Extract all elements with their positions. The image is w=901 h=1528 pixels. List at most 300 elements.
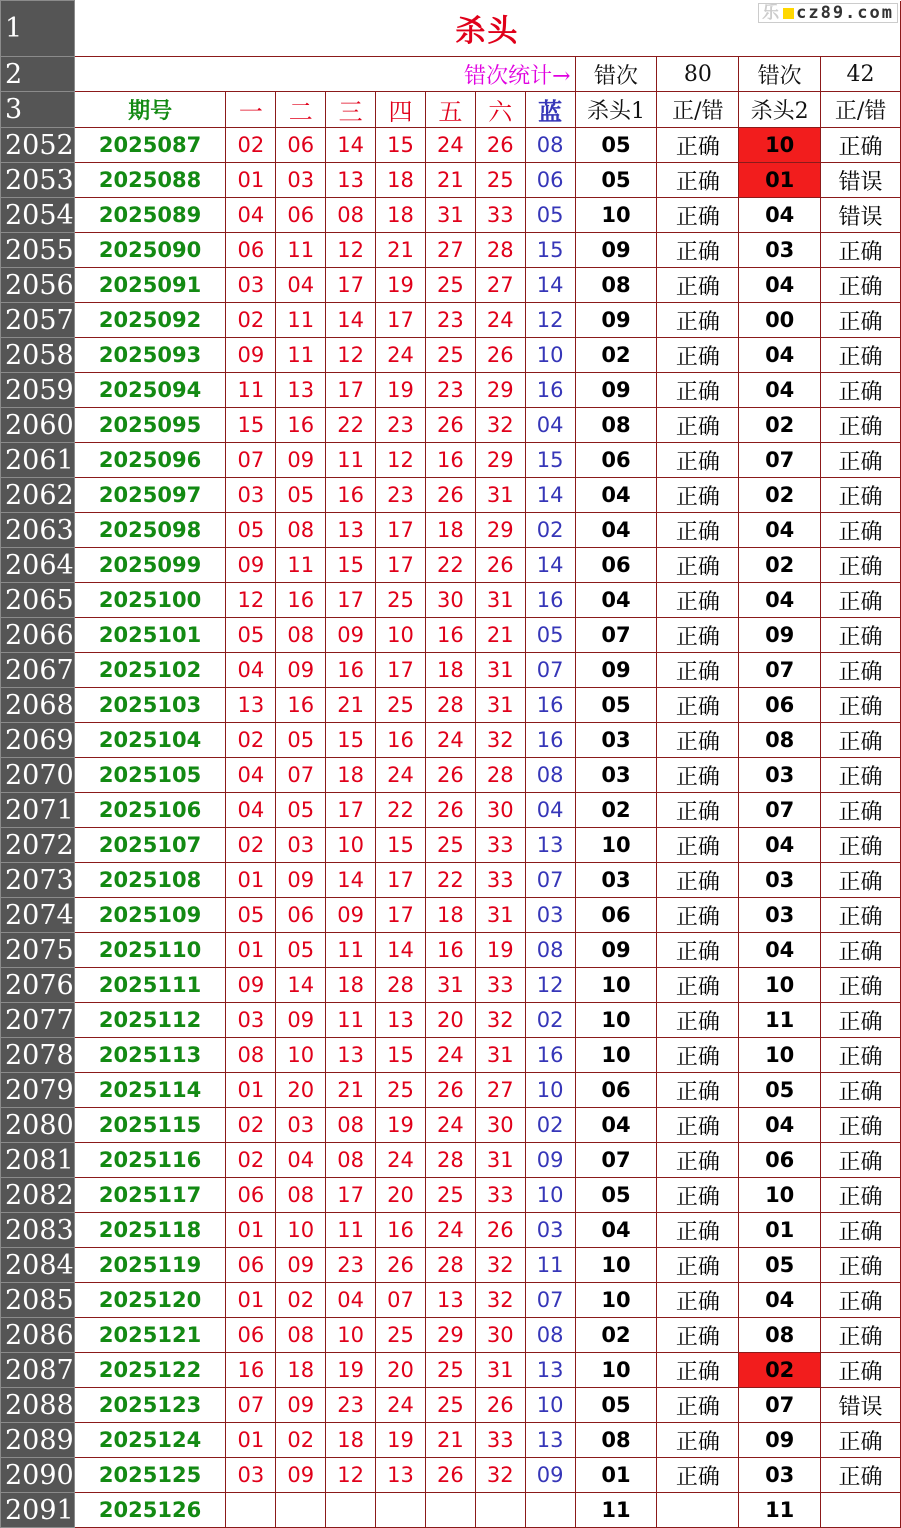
- result2-cell[interactable]: 正确: [821, 233, 901, 268]
- red-ball-cell[interactable]: 25: [425, 1388, 475, 1423]
- red-ball-cell[interactable]: 07: [376, 1283, 426, 1318]
- result2-cell[interactable]: 正确: [821, 303, 901, 338]
- result1-cell[interactable]: 正确: [657, 548, 739, 583]
- red-ball-cell[interactable]: 16: [425, 618, 475, 653]
- red-ball-cell[interactable]: 02: [226, 1143, 276, 1178]
- result2-cell[interactable]: 正确: [821, 1353, 901, 1388]
- kill1-cell[interactable]: 09: [575, 933, 657, 968]
- kill2-cell[interactable]: 08: [739, 723, 821, 758]
- kill2-cell[interactable]: 03: [739, 758, 821, 793]
- kill2-cell[interactable]: 11: [739, 1493, 821, 1528]
- result1-cell[interactable]: 正确: [657, 1178, 739, 1213]
- red-ball-cell[interactable]: 03: [276, 163, 326, 198]
- blue-ball-cell[interactable]: 09: [525, 1143, 575, 1178]
- red-ball-cell[interactable]: 04: [226, 198, 276, 233]
- red-ball-cell[interactable]: 31: [475, 653, 525, 688]
- red-ball-cell[interactable]: 28: [425, 1143, 475, 1178]
- row-header[interactable]: 2078: [1, 1038, 75, 1073]
- red-ball-cell[interactable]: 16: [326, 478, 376, 513]
- row-header[interactable]: 2084: [1, 1248, 75, 1283]
- kill1-cell[interactable]: 09: [575, 653, 657, 688]
- blue-ball-cell[interactable]: 10: [525, 1178, 575, 1213]
- red-ball-cell[interactable]: 26: [425, 478, 475, 513]
- kill2-cell[interactable]: 02: [739, 478, 821, 513]
- kill2-cell[interactable]: 01: [739, 163, 821, 198]
- issue-cell[interactable]: 2025094: [74, 373, 226, 408]
- red-ball-cell[interactable]: 07: [276, 758, 326, 793]
- red-ball-cell[interactable]: 13: [226, 688, 276, 723]
- row-header[interactable]: 2073: [1, 863, 75, 898]
- blue-ball-cell[interactable]: 07: [525, 1283, 575, 1318]
- red-ball-cell[interactable]: 02: [276, 1423, 326, 1458]
- red-ball-cell[interactable]: 13: [326, 513, 376, 548]
- red-ball-cell[interactable]: 07: [226, 443, 276, 478]
- red-ball-cell[interactable]: 25: [475, 163, 525, 198]
- red-ball-cell[interactable]: 02: [226, 1108, 276, 1143]
- red-ball-cell[interactable]: 17: [376, 513, 426, 548]
- red-ball-cell[interactable]: 09: [226, 968, 276, 1003]
- red-ball-cell[interactable]: 24: [425, 1213, 475, 1248]
- result2-cell[interactable]: 错误: [821, 163, 901, 198]
- red-ball-cell[interactable]: 14: [326, 128, 376, 163]
- blue-ball-cell[interactable]: 08: [525, 758, 575, 793]
- kill2-cell[interactable]: 07: [739, 443, 821, 478]
- red-ball-cell[interactable]: 25: [425, 1353, 475, 1388]
- red-ball-cell[interactable]: 26: [475, 1213, 525, 1248]
- row-header[interactable]: 2056: [1, 268, 75, 303]
- red-ball-cell[interactable]: 17: [376, 898, 426, 933]
- red-ball-cell[interactable]: 01: [226, 933, 276, 968]
- red-ball-cell[interactable]: 31: [425, 968, 475, 1003]
- result2-cell[interactable]: [821, 1493, 901, 1528]
- kill1-cell[interactable]: 10: [575, 1248, 657, 1283]
- result2-cell[interactable]: 正确: [821, 513, 901, 548]
- red-ball-cell[interactable]: 09: [326, 618, 376, 653]
- red-ball-cell[interactable]: 33: [475, 828, 525, 863]
- result1-cell[interactable]: 正确: [657, 828, 739, 863]
- kill2-cell[interactable]: 06: [739, 1143, 821, 1178]
- red-ball-cell[interactable]: 31: [425, 198, 475, 233]
- kill1-cell[interactable]: 09: [575, 303, 657, 338]
- red-ball-cell[interactable]: 12: [326, 1458, 376, 1493]
- red-ball-cell[interactable]: 30: [475, 793, 525, 828]
- kill2-cell[interactable]: 04: [739, 1108, 821, 1143]
- red-ball-cell[interactable]: 26: [425, 1073, 475, 1108]
- blue-ball-cell[interactable]: 12: [525, 303, 575, 338]
- red-ball-cell[interactable]: 11: [226, 373, 276, 408]
- red-ball-cell[interactable]: 13: [326, 1038, 376, 1073]
- red-ball-cell[interactable]: 29: [475, 373, 525, 408]
- red-ball-cell[interactable]: 25: [425, 828, 475, 863]
- result2-cell[interactable]: 正确: [821, 1143, 901, 1178]
- red-ball-cell[interactable]: 04: [276, 1143, 326, 1178]
- result1-cell[interactable]: 正确: [657, 303, 739, 338]
- row-header[interactable]: 2070: [1, 758, 75, 793]
- red-ball-cell[interactable]: 32: [475, 1458, 525, 1493]
- row-header[interactable]: 2: [1, 57, 75, 92]
- issue-cell[interactable]: 2025106: [74, 793, 226, 828]
- red-ball-cell[interactable]: 02: [226, 303, 276, 338]
- kill1-cell[interactable]: 10: [575, 1003, 657, 1038]
- result2-cell[interactable]: 正确: [821, 443, 901, 478]
- issue-cell[interactable]: 2025093: [74, 338, 226, 373]
- issue-cell[interactable]: 2025090: [74, 233, 226, 268]
- row-header[interactable]: 2068: [1, 688, 75, 723]
- red-ball-cell[interactable]: 19: [376, 268, 426, 303]
- blue-ball-cell[interactable]: 03: [525, 1213, 575, 1248]
- red-ball-cell[interactable]: 27: [475, 1073, 525, 1108]
- red-ball-cell[interactable]: 30: [475, 1318, 525, 1353]
- kill1-cell[interactable]: 10: [575, 198, 657, 233]
- blue-ball-cell[interactable]: 09: [525, 1458, 575, 1493]
- kill2-cell[interactable]: 10: [739, 1178, 821, 1213]
- red-ball-cell[interactable]: 04: [276, 268, 326, 303]
- kill1-cell[interactable]: 06: [575, 548, 657, 583]
- result2-cell[interactable]: 正确: [821, 478, 901, 513]
- red-ball-cell[interactable]: 30: [425, 583, 475, 618]
- red-ball-cell[interactable]: 23: [376, 478, 426, 513]
- kill1-cell[interactable]: 05: [575, 688, 657, 723]
- row-header[interactable]: 2075: [1, 933, 75, 968]
- issue-cell[interactable]: 2025108: [74, 863, 226, 898]
- red-ball-cell[interactable]: 09: [276, 863, 326, 898]
- kill1-cell[interactable]: 02: [575, 793, 657, 828]
- red-ball-cell[interactable]: 06: [276, 128, 326, 163]
- red-ball-cell[interactable]: 29: [475, 513, 525, 548]
- red-ball-cell[interactable]: [326, 1493, 376, 1528]
- kill2-cell[interactable]: 03: [739, 898, 821, 933]
- red-ball-cell[interactable]: 21: [425, 1423, 475, 1458]
- row-header[interactable]: 2061: [1, 443, 75, 478]
- kill2-cell[interactable]: 11: [739, 1003, 821, 1038]
- row-header[interactable]: 2052: [1, 128, 75, 163]
- result1-cell[interactable]: 正确: [657, 583, 739, 618]
- red-ball-cell[interactable]: 01: [226, 163, 276, 198]
- red-ball-cell[interactable]: 33: [475, 1423, 525, 1458]
- result2-cell[interactable]: 正确: [821, 1248, 901, 1283]
- kill1-cell[interactable]: 07: [575, 618, 657, 653]
- row-header[interactable]: 2071: [1, 793, 75, 828]
- result2-cell[interactable]: 正确: [821, 548, 901, 583]
- kill2-cell[interactable]: 04: [739, 828, 821, 863]
- row-header[interactable]: 2090: [1, 1458, 75, 1493]
- issue-cell[interactable]: 2025114: [74, 1073, 226, 1108]
- red-ball-cell[interactable]: 32: [475, 1283, 525, 1318]
- issue-cell[interactable]: 2025124: [74, 1423, 226, 1458]
- result2-cell[interactable]: 错误: [821, 1388, 901, 1423]
- red-ball-cell[interactable]: 03: [226, 1458, 276, 1493]
- red-ball-cell[interactable]: 11: [276, 233, 326, 268]
- issue-cell[interactable]: 2025092: [74, 303, 226, 338]
- red-ball-cell[interactable]: 18: [425, 653, 475, 688]
- row-header[interactable]: 2063: [1, 513, 75, 548]
- red-ball-cell[interactable]: 24: [376, 338, 426, 373]
- red-ball-cell[interactable]: 16: [326, 653, 376, 688]
- kill2-cell[interactable]: 04: [739, 198, 821, 233]
- red-ball-cell[interactable]: 15: [376, 828, 426, 863]
- result1-cell[interactable]: 正确: [657, 1248, 739, 1283]
- kill1-cell[interactable]: 07: [575, 1143, 657, 1178]
- issue-cell[interactable]: 2025101: [74, 618, 226, 653]
- red-ball-cell[interactable]: 03: [276, 1108, 326, 1143]
- kill2-cell[interactable]: 09: [739, 1423, 821, 1458]
- row-header[interactable]: 2067: [1, 653, 75, 688]
- issue-cell[interactable]: 2025111: [74, 968, 226, 1003]
- kill1-cell[interactable]: 04: [575, 478, 657, 513]
- red-ball-cell[interactable]: 06: [226, 1248, 276, 1283]
- red-ball-cell[interactable]: 16: [226, 1353, 276, 1388]
- red-ball-cell[interactable]: 05: [276, 933, 326, 968]
- red-ball-cell[interactable]: 23: [326, 1248, 376, 1283]
- kill1-cell[interactable]: 03: [575, 758, 657, 793]
- red-ball-cell[interactable]: 12: [376, 443, 426, 478]
- result1-cell[interactable]: 正确: [657, 1213, 739, 1248]
- issue-cell[interactable]: 2025118: [74, 1213, 226, 1248]
- issue-cell[interactable]: 2025116: [74, 1143, 226, 1178]
- red-ball-cell[interactable]: 02: [226, 828, 276, 863]
- red-ball-cell[interactable]: [475, 1493, 525, 1528]
- result2-cell[interactable]: 正确: [821, 338, 901, 373]
- kill2-cell[interactable]: 07: [739, 1388, 821, 1423]
- result2-cell[interactable]: 正确: [821, 1283, 901, 1318]
- issue-cell[interactable]: 2025102: [74, 653, 226, 688]
- blue-ball-cell[interactable]: 16: [525, 688, 575, 723]
- result1-cell[interactable]: 正确: [657, 408, 739, 443]
- result1-cell[interactable]: 正确: [657, 898, 739, 933]
- kill1-cell[interactable]: 10: [575, 828, 657, 863]
- result2-cell[interactable]: 正确: [821, 408, 901, 443]
- red-ball-cell[interactable]: [276, 1493, 326, 1528]
- red-ball-cell[interactable]: 20: [276, 1073, 326, 1108]
- red-ball-cell[interactable]: 15: [326, 723, 376, 758]
- red-ball-cell[interactable]: 33: [475, 968, 525, 1003]
- result1-cell[interactable]: 正确: [657, 1003, 739, 1038]
- red-ball-cell[interactable]: 08: [276, 1178, 326, 1213]
- issue-cell[interactable]: 2025115: [74, 1108, 226, 1143]
- red-ball-cell[interactable]: 24: [425, 1108, 475, 1143]
- red-ball-cell[interactable]: 28: [425, 688, 475, 723]
- row-header[interactable]: 2064: [1, 548, 75, 583]
- issue-cell[interactable]: 2025104: [74, 723, 226, 758]
- red-ball-cell[interactable]: 15: [226, 408, 276, 443]
- kill1-cell[interactable]: 04: [575, 1213, 657, 1248]
- kill1-cell[interactable]: 10: [575, 1283, 657, 1318]
- red-ball-cell[interactable]: [425, 1493, 475, 1528]
- red-ball-cell[interactable]: 16: [276, 583, 326, 618]
- red-ball-cell[interactable]: 19: [376, 373, 426, 408]
- issue-cell[interactable]: 2025099: [74, 548, 226, 583]
- red-ball-cell[interactable]: 13: [425, 1283, 475, 1318]
- kill1-cell[interactable]: 05: [575, 1178, 657, 1213]
- result1-cell[interactable]: 正确: [657, 723, 739, 758]
- result1-cell[interactable]: 正确: [657, 1318, 739, 1353]
- result1-cell[interactable]: 正确: [657, 863, 739, 898]
- row-header[interactable]: 3: [1, 92, 75, 128]
- red-ball-cell[interactable]: 29: [425, 1318, 475, 1353]
- issue-cell[interactable]: 2025126: [74, 1493, 226, 1528]
- blue-ball-cell[interactable]: 08: [525, 1318, 575, 1353]
- red-ball-cell[interactable]: 08: [276, 1318, 326, 1353]
- red-ball-cell[interactable]: 10: [326, 1318, 376, 1353]
- result2-cell[interactable]: 正确: [821, 1003, 901, 1038]
- row-header[interactable]: 2082: [1, 1178, 75, 1213]
- red-ball-cell[interactable]: 22: [326, 408, 376, 443]
- red-ball-cell[interactable]: 33: [475, 1178, 525, 1213]
- red-ball-cell[interactable]: 27: [425, 233, 475, 268]
- red-ball-cell[interactable]: 09: [276, 443, 326, 478]
- red-ball-cell[interactable]: 15: [326, 548, 376, 583]
- issue-cell[interactable]: 2025113: [74, 1038, 226, 1073]
- result1-cell[interactable]: 正确: [657, 1458, 739, 1493]
- issue-cell[interactable]: 2025123: [74, 1388, 226, 1423]
- issue-cell[interactable]: 2025087: [74, 128, 226, 163]
- red-ball-cell[interactable]: 25: [425, 1178, 475, 1213]
- red-ball-cell[interactable]: 19: [326, 1353, 376, 1388]
- result2-cell[interactable]: 正确: [821, 723, 901, 758]
- red-ball-cell[interactable]: 03: [226, 1003, 276, 1038]
- kill1-cell[interactable]: 08: [575, 1423, 657, 1458]
- red-ball-cell[interactable]: 14: [326, 303, 376, 338]
- red-ball-cell[interactable]: 05: [276, 723, 326, 758]
- red-ball-cell[interactable]: 31: [475, 1143, 525, 1178]
- red-ball-cell[interactable]: 08: [326, 1108, 376, 1143]
- kill1-cell[interactable]: 10: [575, 1038, 657, 1073]
- red-ball-cell[interactable]: 09: [226, 548, 276, 583]
- result2-cell[interactable]: 正确: [821, 1108, 901, 1143]
- red-ball-cell[interactable]: 11: [326, 1003, 376, 1038]
- result2-cell[interactable]: 正确: [821, 968, 901, 1003]
- kill1-cell[interactable]: 09: [575, 233, 657, 268]
- kill1-cell[interactable]: 10: [575, 1353, 657, 1388]
- red-ball-cell[interactable]: 02: [276, 1283, 326, 1318]
- red-ball-cell[interactable]: 01: [226, 1423, 276, 1458]
- red-ball-cell[interactable]: 21: [425, 163, 475, 198]
- red-ball-cell[interactable]: 20: [425, 1003, 475, 1038]
- red-ball-cell[interactable]: 26: [475, 128, 525, 163]
- result2-cell[interactable]: 正确: [821, 1318, 901, 1353]
- blue-ball-cell[interactable]: 15: [525, 233, 575, 268]
- blue-ball-cell[interactable]: 12: [525, 968, 575, 1003]
- red-ball-cell[interactable]: 14: [326, 863, 376, 898]
- issue-cell[interactable]: 2025121: [74, 1318, 226, 1353]
- kill1-cell[interactable]: 03: [575, 723, 657, 758]
- red-ball-cell[interactable]: 16: [425, 443, 475, 478]
- blue-ball-cell[interactable]: [525, 1493, 575, 1528]
- result2-cell[interactable]: 正确: [821, 128, 901, 163]
- blue-ball-cell[interactable]: 15: [525, 443, 575, 478]
- red-ball-cell[interactable]: 19: [376, 1423, 426, 1458]
- result2-cell[interactable]: 正确: [821, 618, 901, 653]
- row-header[interactable]: 2055: [1, 233, 75, 268]
- issue-cell[interactable]: 2025105: [74, 758, 226, 793]
- row-header[interactable]: 2091: [1, 1493, 75, 1528]
- red-ball-cell[interactable]: 11: [326, 1213, 376, 1248]
- kill1-cell[interactable]: 09: [575, 373, 657, 408]
- issue-cell[interactable]: 2025098: [74, 513, 226, 548]
- blue-ball-cell[interactable]: 10: [525, 1073, 575, 1108]
- result2-cell[interactable]: 正确: [821, 1178, 901, 1213]
- row-header[interactable]: 2089: [1, 1423, 75, 1458]
- kill2-cell[interactable]: 00: [739, 303, 821, 338]
- red-ball-cell[interactable]: 03: [276, 828, 326, 863]
- red-ball-cell[interactable]: 16: [376, 723, 426, 758]
- issue-cell[interactable]: 2025088: [74, 163, 226, 198]
- red-ball-cell[interactable]: 11: [326, 443, 376, 478]
- red-ball-cell[interactable]: 17: [376, 548, 426, 583]
- red-ball-cell[interactable]: 14: [376, 933, 426, 968]
- red-ball-cell[interactable]: 06: [226, 233, 276, 268]
- red-ball-cell[interactable]: 01: [226, 1283, 276, 1318]
- result1-cell[interactable]: 正确: [657, 1388, 739, 1423]
- red-ball-cell[interactable]: 23: [425, 303, 475, 338]
- result2-cell[interactable]: 正确: [821, 373, 901, 408]
- red-ball-cell[interactable]: 06: [226, 1318, 276, 1353]
- red-ball-cell[interactable]: 07: [226, 1388, 276, 1423]
- kill2-cell[interactable]: 04: [739, 268, 821, 303]
- red-ball-cell[interactable]: 20: [376, 1178, 426, 1213]
- kill1-cell[interactable]: 06: [575, 898, 657, 933]
- red-ball-cell[interactable]: 26: [376, 1248, 426, 1283]
- red-ball-cell[interactable]: 18: [376, 163, 426, 198]
- red-ball-cell[interactable]: 10: [276, 1038, 326, 1073]
- red-ball-cell[interactable]: 31: [475, 1353, 525, 1388]
- red-ball-cell[interactable]: 17: [326, 268, 376, 303]
- result1-cell[interactable]: 正确: [657, 1108, 739, 1143]
- blue-ball-cell[interactable]: 04: [525, 793, 575, 828]
- red-ball-cell[interactable]: 30: [475, 1108, 525, 1143]
- blue-ball-cell[interactable]: 16: [525, 583, 575, 618]
- row-header[interactable]: 1: [1, 1, 75, 57]
- red-ball-cell[interactable]: 02: [226, 723, 276, 758]
- red-ball-cell[interactable]: 10: [326, 828, 376, 863]
- red-ball-cell[interactable]: 17: [326, 373, 376, 408]
- red-ball-cell[interactable]: 26: [425, 793, 475, 828]
- red-ball-cell[interactable]: 04: [226, 793, 276, 828]
- result1-cell[interactable]: 正确: [657, 128, 739, 163]
- kill1-cell[interactable]: 11: [575, 1493, 657, 1528]
- red-ball-cell[interactable]: 17: [326, 1178, 376, 1213]
- red-ball-cell[interactable]: 26: [425, 758, 475, 793]
- red-ball-cell[interactable]: 14: [276, 968, 326, 1003]
- result1-cell[interactable]: 正确: [657, 653, 739, 688]
- kill2-cell[interactable]: 07: [739, 653, 821, 688]
- red-ball-cell[interactable]: [226, 1493, 276, 1528]
- red-ball-cell[interactable]: 19: [376, 1108, 426, 1143]
- red-ball-cell[interactable]: 21: [475, 618, 525, 653]
- red-ball-cell[interactable]: 05: [276, 478, 326, 513]
- result1-cell[interactable]: 正确: [657, 373, 739, 408]
- kill1-cell[interactable]: 05: [575, 1388, 657, 1423]
- row-header[interactable]: 2081: [1, 1143, 75, 1178]
- blue-ball-cell[interactable]: 10: [525, 1388, 575, 1423]
- result1-cell[interactable]: 正确: [657, 478, 739, 513]
- blue-ball-cell[interactable]: 10: [525, 338, 575, 373]
- row-header[interactable]: 2062: [1, 478, 75, 513]
- result2-cell[interactable]: 正确: [821, 863, 901, 898]
- kill2-cell[interactable]: 03: [739, 1458, 821, 1493]
- result2-cell[interactable]: 正确: [821, 583, 901, 618]
- red-ball-cell[interactable]: 11: [276, 303, 326, 338]
- red-ball-cell[interactable]: 09: [326, 898, 376, 933]
- blue-ball-cell[interactable]: 07: [525, 653, 575, 688]
- red-ball-cell[interactable]: 28: [475, 233, 525, 268]
- red-ball-cell[interactable]: 25: [425, 268, 475, 303]
- kill2-cell[interactable]: 04: [739, 1283, 821, 1318]
- red-ball-cell[interactable]: 16: [425, 933, 475, 968]
- kill1-cell[interactable]: 02: [575, 1318, 657, 1353]
- blue-ball-cell[interactable]: 03: [525, 898, 575, 933]
- row-header[interactable]: 2066: [1, 618, 75, 653]
